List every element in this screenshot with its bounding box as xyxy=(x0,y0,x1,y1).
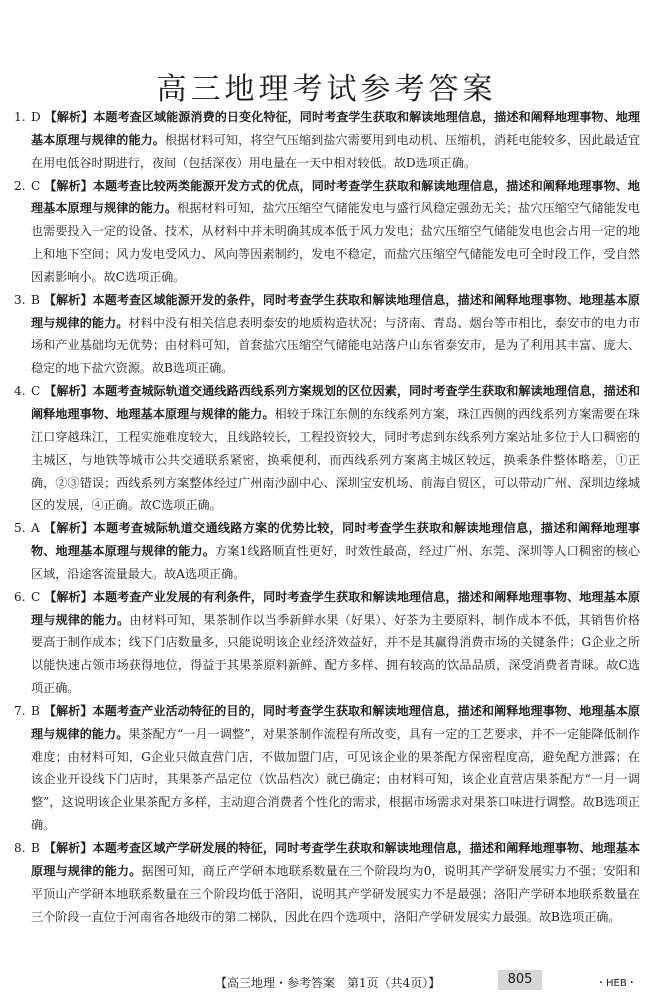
analysis-lead: 【解析】本题考查区域能源开发的条件，同时考查学生获取和解读地理信息，描述和阐释地理事物、地理基本原理与规律的能力。 xyxy=(31,292,640,330)
page-code-badge: 805 xyxy=(498,970,542,990)
analysis-body: 相较于珠江东侧的东线系列方案，珠江西侧的西线系列方案需要在珠江口穿越珠江，工程实施难度较大，且线路较长，工程投资较大，同时考虑到东线系列方案站址多位于人口稠密的主城区，与地铁等城市公共交通联系紧密，换乘便利，而西线系列方案离主城区较远，换乘条件整体略差，①正确，②③错误；西线系列方案整体经过广州南沙副中心、深圳宝安机场、前海自贸区，可以带动广州、深圳边缘城区的发展，④正确。故C选项正确。 xyxy=(31,406,640,513)
answer-number: 7. xyxy=(14,703,26,718)
analysis-lead: 【解析】本题考查城际轨道交通线路方案的优势比较，同时考查学生获取和解读地理信息，描述和阐释地理事物、地理基本原理与规律的能力。 xyxy=(31,521,640,559)
answer-item xyxy=(14,175,640,289)
answer-choice: C xyxy=(31,384,41,399)
answer-item xyxy=(14,517,640,586)
answer-item xyxy=(14,106,640,175)
analysis-body: 据图可知，商丘产学研本地联系数量在三个阶段均为0，说明其产学研发展实力不强；安阳和平顶山产学研本地联系数量在三个阶段均低于洛阳，说明其产学研发展实力不是最强；洛阳产学研本地联系数量在三个阶段一直位于河南省各地级市的第二梯队，因此在四个选项中，洛阳产学研发展实力最强。故B选项正确。 xyxy=(31,863,640,924)
analysis-lead: 【解析】本题考查区域能源消费的日变化特征，同时考查学生获取和解读地理信息，描述和阐释地理事物、地理基本原理与规律的能力。 xyxy=(31,110,640,147)
answer-item xyxy=(14,837,640,928)
answer-item xyxy=(14,289,640,380)
analysis-lead: 【解析】本题考查区域产学研发展的特征，同时考查学生获取和解读地理信息，描述和阐释地理事物、地理基本原理与规律的能力。 xyxy=(31,841,640,878)
answer-choice: C xyxy=(31,589,41,604)
analysis-body: 由材料可知，果茶制作以当季新鲜水果（好果）、好茶为主要原料，制作成本不低，其销售价格要高于制作成本；线下门店数量多，只能说明该企业经济效益好，并不是其赢得消费市场的关键条件；G企业之所以能快速占领市场获得地位，得益于其果茶原料新鲜、配方多样、拥有较高的饮品品质，深受消费者青睐。故C选项正确。 xyxy=(31,612,640,696)
answer-number: 4. xyxy=(14,384,26,399)
analysis-body: 果茶配方“一月一调整”，对果茶制作流程有所改变，具有一定的工艺要求，并不一定能降低制作难度；由材料可知，G企业只做直营门店，不做加盟门店，可见该企业的果茶配方保密程度高，避免配方泄露；在该企业开设线下门店时，其果茶产品定位（饮品档次）就已确定；由材料可知，该企业直营店果茶配方“一月一调整”，这说明该企业果茶配方多样，主动迎合消费者个性化的需求，根据市场需求对果茶口味进行调整。故B选项正确。 xyxy=(31,726,640,833)
answer-choice: A xyxy=(31,521,40,536)
answer-item xyxy=(14,700,640,837)
page-footer xyxy=(0,968,653,996)
answer-number: 8. xyxy=(14,841,26,855)
analysis-lead: 【解析】本题考查城际轨道交通线路西线系列方案规划的区位因素，同时考查学生获取和解读地理信息，描述和阐释地理事物、地理基本原理与规律的能力。 xyxy=(31,384,640,421)
analysis-body: 根据材料可知，盐穴压缩空气储能发电与盛行风稳定强劲无关；盐穴压缩空气储能发电也需要投入一定的设备、技术，从材料中并未明确其成本低于风力发电；盐穴压缩空气储能发电也会占用一定的地上和地下空间；风力发电受风力、风向等因素制约，发电不稳定，而盐穴压缩空气储能发电可全时段工作，受自然因素影响小。故C选项正确。 xyxy=(31,201,640,284)
publisher-mark: ・HEB・ xyxy=(596,978,637,989)
analysis-body: 根据材料可知，将空气压缩到盐穴需要用到电动机、压缩机，消耗电能较多，因此最适宜在用电低谷时期进行，夜间（包括深夜）用电量在一天中相对较低。故D选项正确。 xyxy=(31,132,640,170)
answer-choice: D xyxy=(31,110,41,124)
answer-choice: B xyxy=(31,292,40,307)
page-title: 高三地理考试参考答案 xyxy=(156,72,497,108)
answer-list xyxy=(14,106,640,928)
answer-choice: B xyxy=(31,841,40,855)
footer-text: 【高三地理・参考答案 第1页（共4页）】 xyxy=(215,976,441,990)
answer-choice: B xyxy=(31,703,40,718)
answer-number: 6. xyxy=(14,589,26,604)
answer-choice: C xyxy=(31,178,41,193)
analysis-lead: 【解析】本题考查产业活动特征的目的，同时考查学生获取和解读地理信息，描述和阐释地理事物、地理基本原理与规律的能力。 xyxy=(31,703,640,741)
answer-item xyxy=(14,586,640,700)
answer-number: 5. xyxy=(14,521,26,536)
analysis-lead: 【解析】本题考查产业发展的有利条件，同时考查学生获取和解读地理信息，描述和阐释地理事物、地理基本原理与规律的能力。 xyxy=(31,589,640,627)
analysis-lead: 【解析】本题考查比较两类能源开发方式的优点，同时考查学生获取和解读地理信息，描述和阐释地理事物、地理基本原理与规律的能力。 xyxy=(31,178,640,216)
answer-item xyxy=(14,380,640,517)
analysis-body: 方案1线路顺直性更好，时效性最高，经过广州、东莞、深圳等人口稠密的核心区域，沿途客流量最大。故A选项正确。 xyxy=(31,544,640,581)
answer-number: 2. xyxy=(14,178,26,193)
analysis-body: 材料中没有相关信息表明泰安的地质构造状况；与济南、青岛、烟台等市相比，泰安市的电力市场和产业基础均无优势；由材料可知，首套盐穴压缩空气储能电站落户山东省泰安市，是为了利用其丰富、庞大、稳定的地下盐穴资源。故B选项正确。 xyxy=(31,315,640,376)
answer-number: 1. xyxy=(14,110,26,124)
answer-number: 3. xyxy=(14,292,26,307)
